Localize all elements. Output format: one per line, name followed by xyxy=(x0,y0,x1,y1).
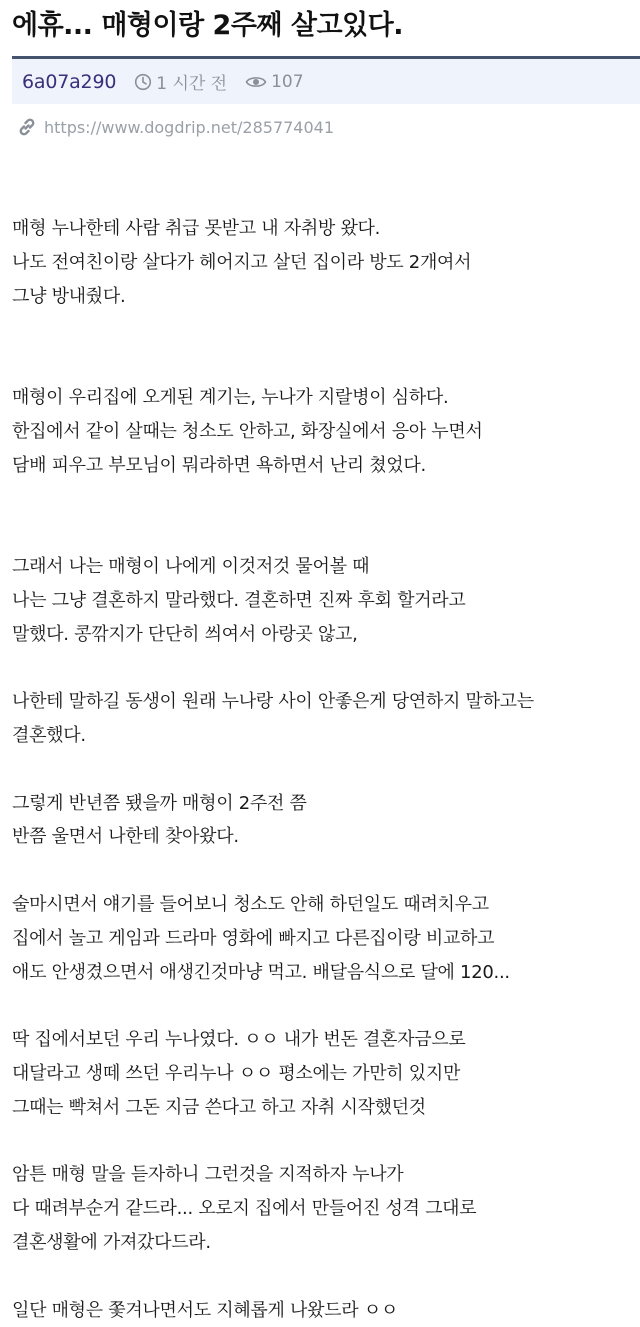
post-views-count: 107 xyxy=(271,72,303,92)
body-line: 집에서 놀고 게임과 드라마 영화에 빠지고 다른집이랑 비교하고 xyxy=(12,922,640,956)
body-line: 그때는 빡쳐서 그돈 지금 쓴다고 하고 자취 시작했던것 xyxy=(12,1091,640,1125)
post-url[interactable]: https://www.dogdrip.net/285774041 xyxy=(44,118,334,137)
body-line: 말했다. 콩깎지가 단단히 씌여서 아랑곳 않고, xyxy=(12,618,640,652)
body-blank-line xyxy=(12,482,640,516)
body-line: 대달라고 생떼 쓰던 우리누나 ㅇㅇ 평소에는 가만히 있지만 xyxy=(12,1057,640,1091)
body-blank-line xyxy=(12,516,640,550)
body-blank-line xyxy=(12,347,640,381)
body-line: 나도 전여친이랑 살다가 헤어지고 살던 집이라 방도 2개여서 xyxy=(12,246,640,280)
body-line: 그렇게 반년쯤 됐을까 매형이 2주전 쯤 xyxy=(12,787,640,821)
body-blank-line xyxy=(12,1260,640,1294)
body-line: 한집에서 같이 살때는 청소도 안하고, 화장실에서 응아 누면서 xyxy=(12,415,640,449)
body-line: 나는 그냥 결혼하지 말라했다. 결혼하면 진짜 후회 할거라고 xyxy=(12,584,640,618)
body-line: 반쯤 울면서 나한테 찾아왔다. xyxy=(12,820,640,854)
eye-icon xyxy=(245,74,267,90)
post-meta-bar xyxy=(12,56,640,104)
body-line: 결혼생활에 가져갔다드라. xyxy=(12,1226,640,1260)
author-name[interactable]: 6a07a290 xyxy=(22,71,116,93)
post-url-row[interactable] xyxy=(16,116,334,138)
post-body xyxy=(12,212,640,1327)
body-blank-line xyxy=(12,1125,640,1159)
post-title: 에휴... 매형이랑 2주째 살고있다. xyxy=(12,6,632,46)
body-line: 딱 집에서보던 우리 누나였다. ㅇㅇ 내가 번돈 결혼자금으로 xyxy=(12,1023,640,1057)
post-time-text: 1 시간 전 xyxy=(156,69,227,94)
body-line: 애도 안생겼으면서 애생긴것마냥 먹고. 배달음식으로 달에 120... xyxy=(12,956,640,990)
body-line: 결혼했다. xyxy=(12,719,640,753)
body-line: 그래서 나는 매형이 나에게 이것저것 물어볼 때 xyxy=(12,550,640,584)
body-blank-line xyxy=(12,753,640,787)
body-line: 암튼 매형 말을 듣자하니 그런것을 지적하자 누나가 xyxy=(12,1158,640,1192)
body-line: 다 때려부순거 같드라... 오로지 집에서 만들어진 성격 그대로 xyxy=(12,1192,640,1226)
body-blank-line xyxy=(12,651,640,685)
body-blank-line xyxy=(12,989,640,1023)
body-line: 매형이 우리집에 오게된 계기는, 누나가 지랄병이 심하다. xyxy=(12,381,640,415)
body-line: 그냥 방내줬다. xyxy=(12,280,640,314)
body-line: 술마시면서 얘기를 들어보니 청소도 안해 하던일도 때려치우고 xyxy=(12,888,640,922)
body-blank-line xyxy=(12,854,640,888)
post-time xyxy=(134,69,227,94)
body-line: 일단 매형은 쫓겨나면서도 지혜롭게 나왔드라 ㅇㅇ xyxy=(12,1294,640,1327)
link-icon xyxy=(16,116,38,138)
body-line: 담배 피우고 부모님이 뭐라하면 욕하면서 난리 쳤었다. xyxy=(12,449,640,483)
body-blank-line xyxy=(12,313,640,347)
body-line: 나한테 말하길 동생이 원래 누나랑 사이 안좋은게 당연하지 말하고는 xyxy=(12,685,640,719)
post-views xyxy=(245,72,303,92)
body-line: 매형 누나한테 사람 취급 못받고 내 자취방 왔다. xyxy=(12,212,640,246)
clock-icon xyxy=(134,73,152,91)
